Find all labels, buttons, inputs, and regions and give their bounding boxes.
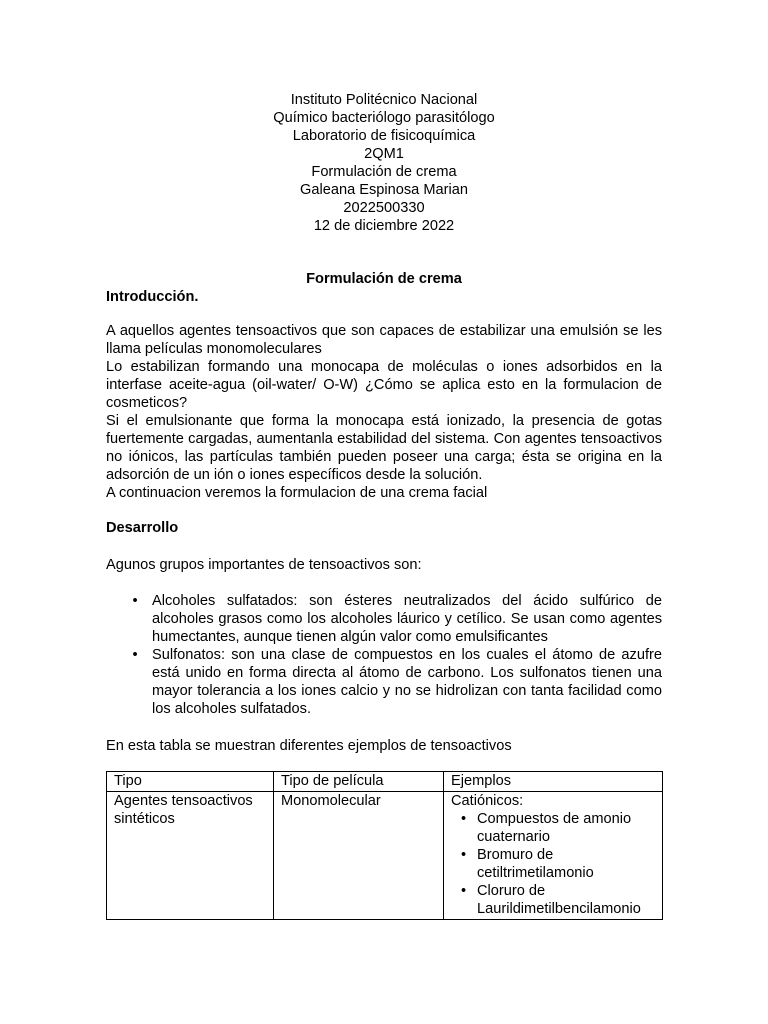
intro-paragraph-1: A aquellos agentes tensoactivos que son capaces de estabilizar una emulsión se les llama películas monomoleculares — [106, 323, 662, 357]
desarrollo-heading: Desarrollo — [106, 520, 179, 536]
intro-paragraph-3: Si el emulsionante que forma la monocapa está ionizado, la presencia de gotas fuertemente cargadas, aumentanla estabilidad del sistema. Con agentes tensoactivos no iónicos, las partículas también pueden poseer una carga; ésta se origina en la adsorción de un ión o iones específicos desde la solución. — [106, 413, 662, 483]
ejemplos-label: Catiónicos: — [451, 793, 524, 809]
table-header-row — [107, 772, 663, 792]
cover-lab: Laboratorio de fisicoquímica — [292, 128, 476, 144]
cell-pelicula: Monomolecular — [274, 792, 444, 920]
bullet-icon: • — [461, 811, 467, 827]
bullet-icon: • — [132, 593, 138, 609]
list-item-text: Cloruro de Laurildimetilbencilamonio — [477, 883, 641, 917]
list-item-text: Bromuro de cetiltrimetilamonio — [477, 847, 594, 881]
surfactant-groups-list — [106, 592, 662, 718]
ejemplos-list — [451, 810, 656, 918]
list-item — [451, 846, 656, 882]
cover-block — [0, 91, 768, 235]
header-cell-pelicula: Tipo de película — [274, 772, 444, 792]
bullet-icon: • — [461, 847, 467, 863]
intro-paragraph-4: A continuacion veremos la formulacion de una crema facial — [106, 485, 488, 501]
cover-institution: Instituto Politécnico Nacional — [290, 92, 478, 108]
bullet-icon: • — [461, 883, 467, 899]
list-item — [106, 592, 662, 646]
surfactant-examples-table — [106, 771, 663, 920]
header-cell-tipo: Tipo — [107, 772, 274, 792]
cover-career: Químico bacteriólogo parasitólogo — [273, 110, 495, 126]
cover-topic: Formulación de crema — [311, 164, 457, 180]
cover-date: 12 de diciembre 2022 — [313, 218, 455, 234]
list-item — [451, 882, 656, 918]
document-title: Formulación de crema — [306, 271, 462, 287]
table-intro: En esta tabla se muestran diferentes ejemplos de tensoactivos — [106, 738, 512, 754]
list-item — [106, 646, 662, 718]
cell-tipo: Agentes tensoactivos sintéticos — [107, 792, 274, 920]
cover-author: Galeana Espinosa Marian — [300, 182, 468, 198]
cover-student-id: 2022500330 — [343, 200, 425, 216]
bullet-icon: • — [132, 647, 138, 663]
desarrollo-lead: Agunos grupos importantes de tensoactivos son: — [106, 557, 422, 573]
list-item-text: Compuestos de amonio cuaternario — [477, 811, 632, 845]
intro-body — [106, 322, 662, 502]
list-item-text: Alcoholes sulfatados: son ésteres neutralizados del ácido sulfúrico de alcoholes grasos como los alcoholes láurico y cetílico. Se usan como agentes humectantes, aunque tienen algún valor como emulsificantes — [152, 593, 662, 645]
intro-heading: Introducción. — [106, 289, 199, 305]
cover-group: 2QM1 — [364, 146, 404, 162]
intro-paragraph-2: Lo estabilizan formando una monocapa de moléculas o iones adsorbidos en la interfase aceite-agua (oil-water/ O-W) ¿Cómo se aplica esto en la formulacion de cosmeticos? — [106, 359, 662, 411]
list-item-text: Sulfonatos: son una clase de compuestos en los cuales el átomo de azufre está unido en forma directa al átomo de carbono. Los sulfonatos tienen una mayor tolerancia a los iones calcio y no se hidrolizan con tanta facilidad como los alcoholes sulfatados. — [152, 647, 662, 717]
table-row — [107, 792, 663, 920]
list-item — [451, 810, 656, 846]
cell-ejemplos — [444, 792, 663, 920]
header-cell-ejemplos: Ejemplos — [444, 772, 663, 792]
